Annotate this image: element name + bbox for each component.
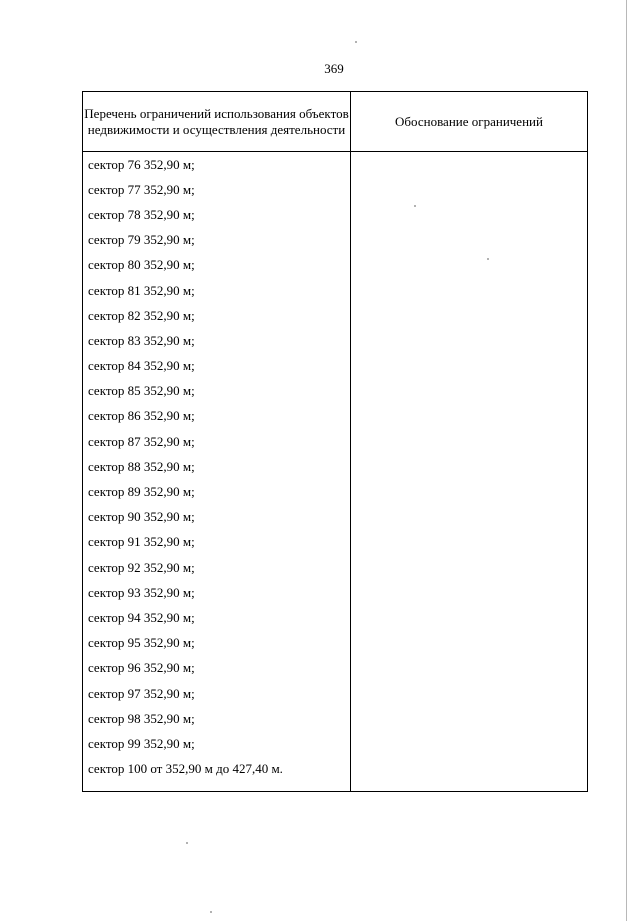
scan-speck <box>355 41 357 43</box>
basis-cell <box>351 505 588 530</box>
table-row <box>83 177 588 202</box>
sector-cell: сектор 94 352,90 м; <box>83 605 351 630</box>
table-row <box>83 404 588 429</box>
basis-cell <box>351 379 588 404</box>
sector-cell: сектор 80 352,90 м; <box>83 253 351 278</box>
basis-cell <box>351 580 588 605</box>
sector-cell: сектор 95 352,90 м; <box>83 631 351 656</box>
sector-cell: сектор 84 352,90 м; <box>83 354 351 379</box>
table-row <box>83 278 588 303</box>
table-row <box>83 152 588 178</box>
basis-cell <box>351 681 588 706</box>
sector-cell: сектор 92 352,90 м; <box>83 555 351 580</box>
sector-cell: сектор 85 352,90 м; <box>83 379 351 404</box>
table-row <box>83 706 588 731</box>
table-row <box>83 429 588 454</box>
sector-cell: сектор 77 352,90 м; <box>83 177 351 202</box>
sector-cell: сектор 93 352,90 м; <box>83 580 351 605</box>
table-row <box>83 631 588 656</box>
table-row <box>83 555 588 580</box>
sector-cell: сектор 89 352,90 м; <box>83 479 351 504</box>
sector-cell: сектор 79 352,90 м; <box>83 228 351 253</box>
scan-speck <box>414 205 416 207</box>
table-row <box>83 354 588 379</box>
sector-cell: сектор 99 352,90 м; <box>83 731 351 756</box>
table-row <box>83 580 588 605</box>
sector-cell: сектор 76 352,90 м; <box>83 152 351 178</box>
sector-cell: сектор 83 352,90 м; <box>83 328 351 353</box>
sector-cell: сектор 81 352,90 м; <box>83 278 351 303</box>
sector-cell: сектор 100 от 352,90 м до 427,40 м. <box>83 757 351 792</box>
sector-cell: сектор 98 352,90 м; <box>83 706 351 731</box>
sector-cell: сектор 91 352,90 м; <box>83 530 351 555</box>
table-row <box>83 505 588 530</box>
table-header-row <box>83 92 588 152</box>
basis-cell <box>351 328 588 353</box>
basis-cell <box>351 177 588 202</box>
table-row <box>83 479 588 504</box>
sector-cell: сектор 87 352,90 м; <box>83 429 351 454</box>
header-restrictions-basis: Обоснование ограничений <box>351 92 588 152</box>
basis-cell <box>351 354 588 379</box>
table-row <box>83 454 588 479</box>
table-row <box>83 253 588 278</box>
basis-cell <box>351 631 588 656</box>
sector-cell: сектор 97 352,90 м; <box>83 681 351 706</box>
sector-cell: сектор 86 352,90 м; <box>83 404 351 429</box>
table-row <box>83 656 588 681</box>
basis-cell <box>351 152 588 178</box>
basis-cell <box>351 706 588 731</box>
basis-cell <box>351 278 588 303</box>
basis-cell <box>351 404 588 429</box>
scan-speck <box>210 911 212 913</box>
table-row <box>83 681 588 706</box>
restrictions-table <box>82 91 588 792</box>
basis-cell <box>351 202 588 227</box>
basis-cell <box>351 429 588 454</box>
page-number: 369 <box>324 61 344 76</box>
scan-speck <box>487 258 489 260</box>
header-restrictions-list: Перечень ограничений использования объектов недвижимости и осуществления деятельности <box>83 92 351 152</box>
page-edge-line <box>626 0 627 921</box>
basis-cell <box>351 757 588 792</box>
table-row <box>83 530 588 555</box>
sector-cell: сектор 78 352,90 м; <box>83 202 351 227</box>
basis-cell <box>351 656 588 681</box>
scan-speck <box>186 842 188 844</box>
table-row <box>83 379 588 404</box>
sector-cell: сектор 90 352,90 м; <box>83 505 351 530</box>
table-row <box>83 303 588 328</box>
sector-cell: сектор 82 352,90 м; <box>83 303 351 328</box>
basis-cell <box>351 228 588 253</box>
basis-cell <box>351 605 588 630</box>
basis-cell <box>351 303 588 328</box>
table-row <box>83 202 588 227</box>
basis-cell <box>351 731 588 756</box>
basis-cell <box>351 555 588 580</box>
table-row <box>83 605 588 630</box>
table-row <box>83 757 588 792</box>
basis-cell <box>351 530 588 555</box>
table-row <box>83 731 588 756</box>
basis-cell <box>351 253 588 278</box>
table-row <box>83 328 588 353</box>
sector-cell: сектор 88 352,90 м; <box>83 454 351 479</box>
basis-cell <box>351 479 588 504</box>
sector-cell: сектор 96 352,90 м; <box>83 656 351 681</box>
table-row <box>83 228 588 253</box>
basis-cell <box>351 454 588 479</box>
